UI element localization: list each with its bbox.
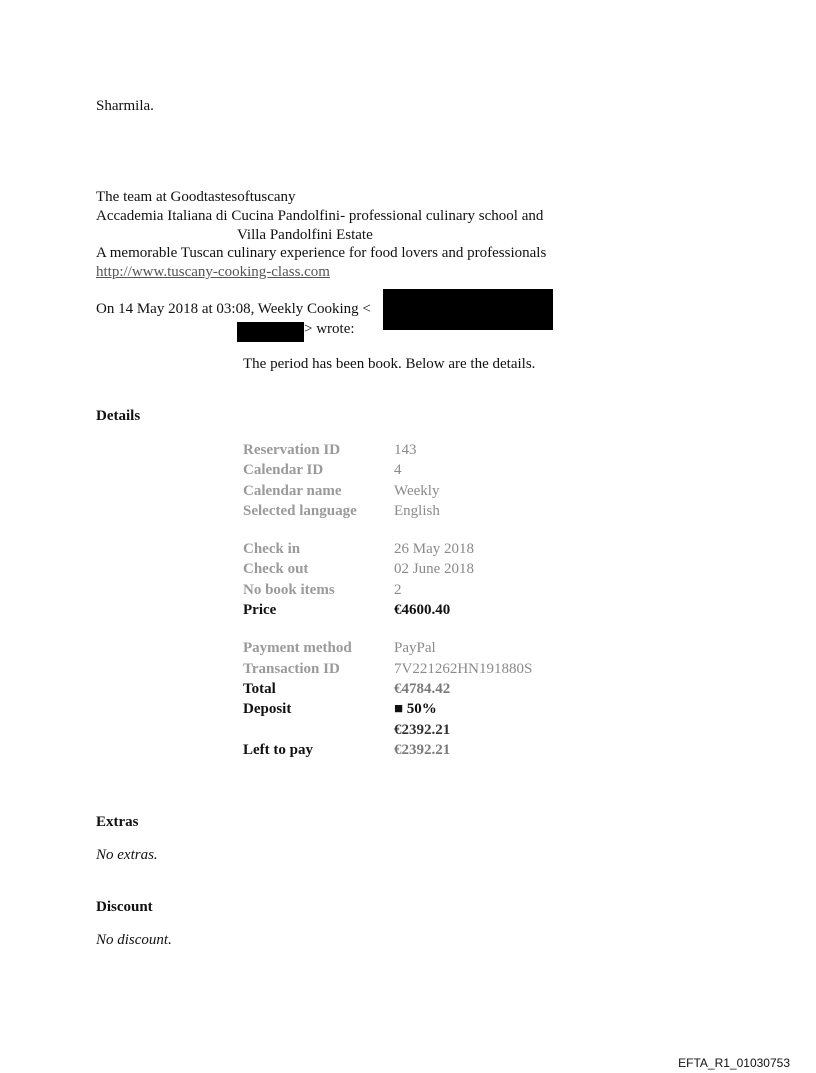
- detail-value: Weekly: [394, 482, 440, 499]
- detail-label: Total: [243, 680, 276, 697]
- detail-value: ■ 50%: [394, 701, 437, 718]
- detail-row-left-to-pay: [243, 740, 532, 760]
- detail-value: 143: [394, 442, 417, 458]
- detail-row-transaction-id: [243, 659, 532, 679]
- detail-label: No book items: [243, 581, 335, 598]
- detail-label: Check out: [243, 561, 309, 578]
- detail-row-total: [243, 679, 532, 699]
- detail-value: English: [394, 502, 440, 519]
- detail-value: €2392.21: [394, 721, 451, 738]
- detail-label: Left to pay: [243, 741, 313, 758]
- detail-value: 26 May 2018: [394, 541, 474, 558]
- detail-value: 02 June 2018: [394, 561, 474, 578]
- detail-value: PayPal: [394, 640, 436, 657]
- detail-row-reservation-id: [243, 440, 532, 460]
- detail-label: Reservation ID: [243, 442, 341, 458]
- booking-intro: The period has been book. Below are the details.: [243, 356, 536, 372]
- detail-value: €2392.21: [394, 741, 451, 758]
- detail-row-check-in: [243, 539, 532, 559]
- detail-value: €4600.40: [394, 602, 451, 619]
- redaction-block: [237, 322, 304, 342]
- signature-estate: Villa Pandolfini Estate: [237, 227, 373, 243]
- extras-heading: Extras: [96, 814, 139, 830]
- discount-text: No discount.: [96, 932, 172, 948]
- detail-label: Price: [243, 602, 277, 619]
- quote-header-prefix: On 14 May 2018 at 03:08, Weekly Cooking <: [96, 301, 371, 317]
- detail-label: Selected language: [243, 502, 357, 519]
- reservation-details-table: [243, 440, 532, 760]
- detail-value: 2: [394, 581, 402, 598]
- detail-row-calendar-id: [243, 460, 532, 480]
- detail-row-check-out: [243, 559, 532, 579]
- detail-row-deposit-amount: [243, 720, 532, 740]
- detail-value: €4784.42: [394, 680, 451, 697]
- signature-academy: Accademia Italiana di Cucina Pandolfini- professional culinary school and: [96, 208, 544, 224]
- signature-tagline: A memorable Tuscan culinary experience for food lovers and professionals: [96, 245, 547, 261]
- detail-row-language: [243, 501, 532, 521]
- signature-website-link[interactable]: http://www.tuscany-cooking-class.com: [96, 264, 330, 280]
- detail-value: 7V221262HN191880S: [394, 660, 533, 677]
- detail-label: Calendar ID: [243, 462, 324, 479]
- signature-team: The team at Goodtastesoftuscany: [96, 189, 296, 205]
- detail-label: Payment method: [243, 640, 352, 657]
- detail-label: Calendar name: [243, 482, 342, 499]
- detail-row-price: [243, 600, 532, 620]
- extras-text: No extras.: [96, 847, 158, 863]
- detail-label: Check in: [243, 541, 301, 558]
- detail-value: 4: [394, 462, 402, 479]
- discount-heading: Discount: [96, 899, 153, 915]
- document-id-footer: EFTA_R1_01030753: [678, 1056, 790, 1070]
- detail-label: Deposit: [243, 701, 292, 718]
- detail-row-payment-method: [243, 638, 532, 658]
- detail-row-deposit: [243, 699, 532, 719]
- details-heading: Details: [96, 408, 141, 424]
- detail-label: Transaction ID: [243, 660, 340, 677]
- detail-row-book-items: [243, 580, 532, 600]
- detail-row-calendar-name: [243, 481, 532, 501]
- redaction-block: [383, 289, 553, 330]
- greeting: Sharmila.: [96, 98, 154, 114]
- quote-header-wrote: > wrote:: [304, 321, 355, 337]
